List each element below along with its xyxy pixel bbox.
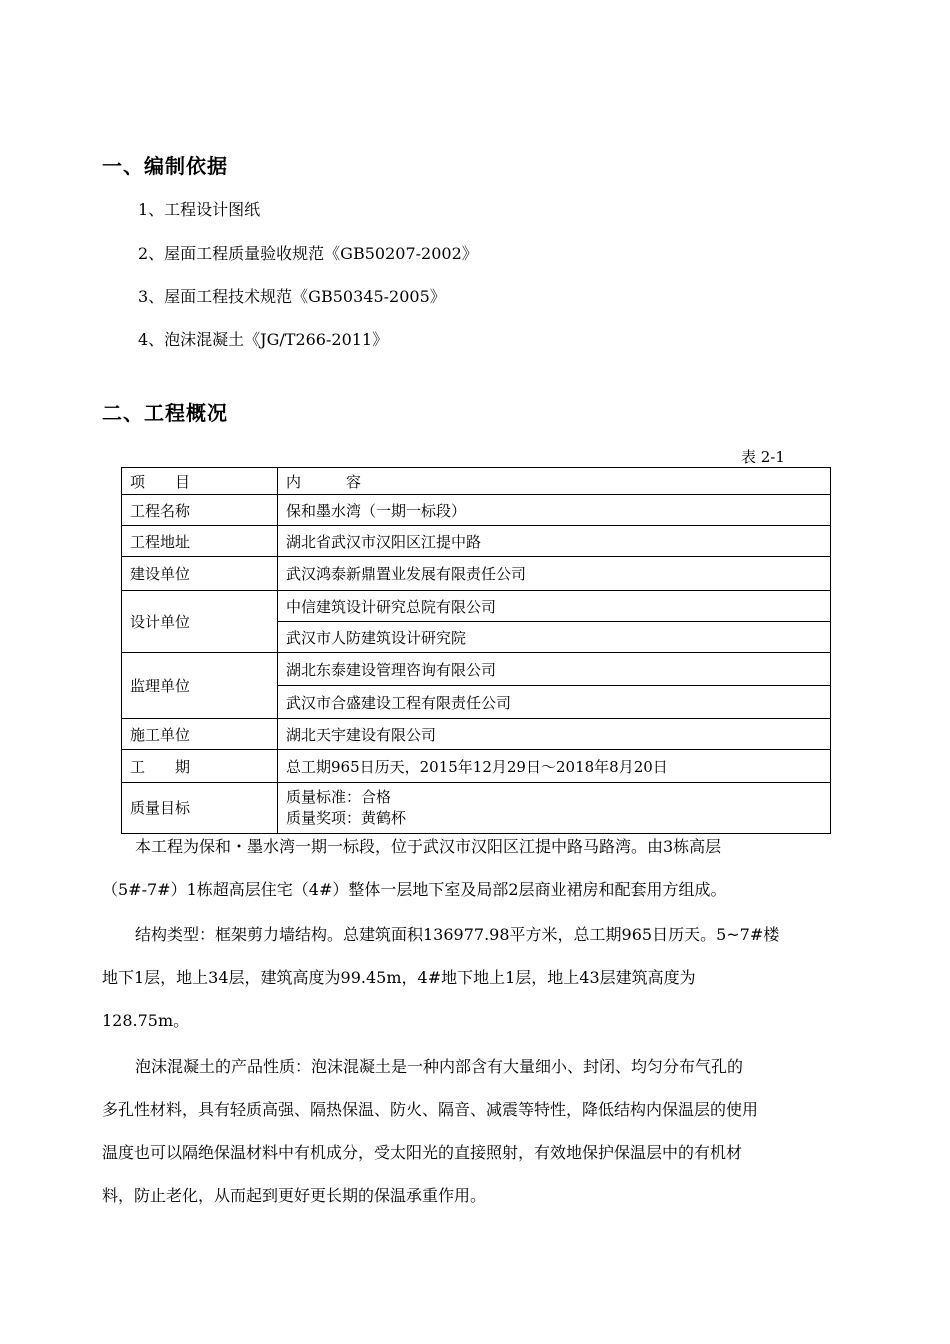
paragraph-line: 本工程为保和・墨水湾一期一标段，位于武汉市汉阳区江提中路马路湾。由3栋高层 xyxy=(135,837,722,856)
table-row xyxy=(122,653,831,686)
header-content: 内 容 xyxy=(278,468,831,495)
basis-item: 2、屋面工程质量验收规范《GB50207-2002》 xyxy=(138,244,478,263)
structure-paragraph xyxy=(102,913,852,1042)
row-label: 质量目标 xyxy=(122,783,278,834)
row-value: 湖北东泰建设管理咨询有限公司 xyxy=(278,653,831,686)
overview-paragraph xyxy=(102,825,852,911)
paragraph-line: 128.75m。 xyxy=(102,1011,190,1030)
basis-item: 3、屋面工程技术规范《GB50345-2005》 xyxy=(138,287,446,306)
paragraph-line: 温度也可以隔绝保温材料中有机成分，受太阳光的直接照射，有效地保护保温层中的有机材 xyxy=(102,1143,743,1162)
paragraph-line: （5#-7#）1栋超高层住宅（4#）整体一层地下室及局部2层商业裙房和配套用方组成。 xyxy=(102,880,727,899)
material-paragraph xyxy=(102,1045,852,1217)
row-label: 施工单位 xyxy=(122,719,278,750)
basis-item: 4、泡沫混凝土《JG/T266-2011》 xyxy=(138,330,389,349)
table-row xyxy=(122,495,831,526)
table-row xyxy=(122,591,831,622)
section-heading-basis: 一、编制依据 xyxy=(102,154,228,178)
table-row xyxy=(122,557,831,591)
row-value: 保和墨水湾（一期一标段） xyxy=(278,495,831,526)
row-label: 工程地址 xyxy=(122,526,278,557)
row-label: 设计单位 xyxy=(122,591,278,653)
row-value: 武汉鸿泰新鼎置业发展有限责任公司 xyxy=(278,557,831,591)
row-value: 中信建筑设计研究总院有限公司 xyxy=(278,591,831,622)
row-label: 监理单位 xyxy=(122,653,278,719)
row-value: 总工期965日历天，2015年12月29日～2018年8月20日 xyxy=(278,750,831,783)
row-value: 武汉市合盛建设工程有限责任公司 xyxy=(278,686,831,719)
row-value: 武汉市人防建筑设计研究院 xyxy=(278,622,831,653)
row-label: 建设单位 xyxy=(122,557,278,591)
project-info-table xyxy=(121,467,831,834)
header-item: 项 目 xyxy=(122,468,278,495)
paragraph-line: 多孔性材料，具有轻质高强、隔热保温、防火、隔音、减震等特性，降低结构内保温层的使用 xyxy=(102,1100,759,1119)
table-caption: 表 2-1 xyxy=(741,448,785,466)
table-row xyxy=(122,719,831,750)
table-row xyxy=(122,750,831,783)
paragraph-line: 地下1层，地上34层，建筑高度为99.45m，4#地下地上1层，地上43层建筑高度为 xyxy=(102,968,696,987)
paragraph-line: 结构类型：框架剪力墙结构。总建筑面积136977.98平方米，总工期965日历天。5~7#楼 xyxy=(135,925,780,944)
quality-award: 质量奖项：黄鹤杯 xyxy=(286,809,407,827)
section-heading-overview: 二、工程概况 xyxy=(102,401,228,425)
row-value: 湖北天宇建设有限公司 xyxy=(278,719,831,750)
paragraph-line: 料，防止老化，从而起到更好更长期的保温承重作用。 xyxy=(102,1186,487,1205)
quality-standard: 质量标准：合格 xyxy=(286,788,392,806)
paragraph-line: 泡沫混凝土的产品性质：泡沫混凝土是一种内部含有大量细小、封闭、均匀分布气孔的 xyxy=(135,1057,744,1076)
row-value: 湖北省武汉市汉阳区江提中路 xyxy=(278,526,831,557)
table-row xyxy=(122,526,831,557)
basis-item: 1、工程设计图纸 xyxy=(138,200,261,219)
row-label: 工程名称 xyxy=(122,495,278,526)
table-header-row xyxy=(122,468,831,495)
row-label: 工 期 xyxy=(122,750,278,783)
